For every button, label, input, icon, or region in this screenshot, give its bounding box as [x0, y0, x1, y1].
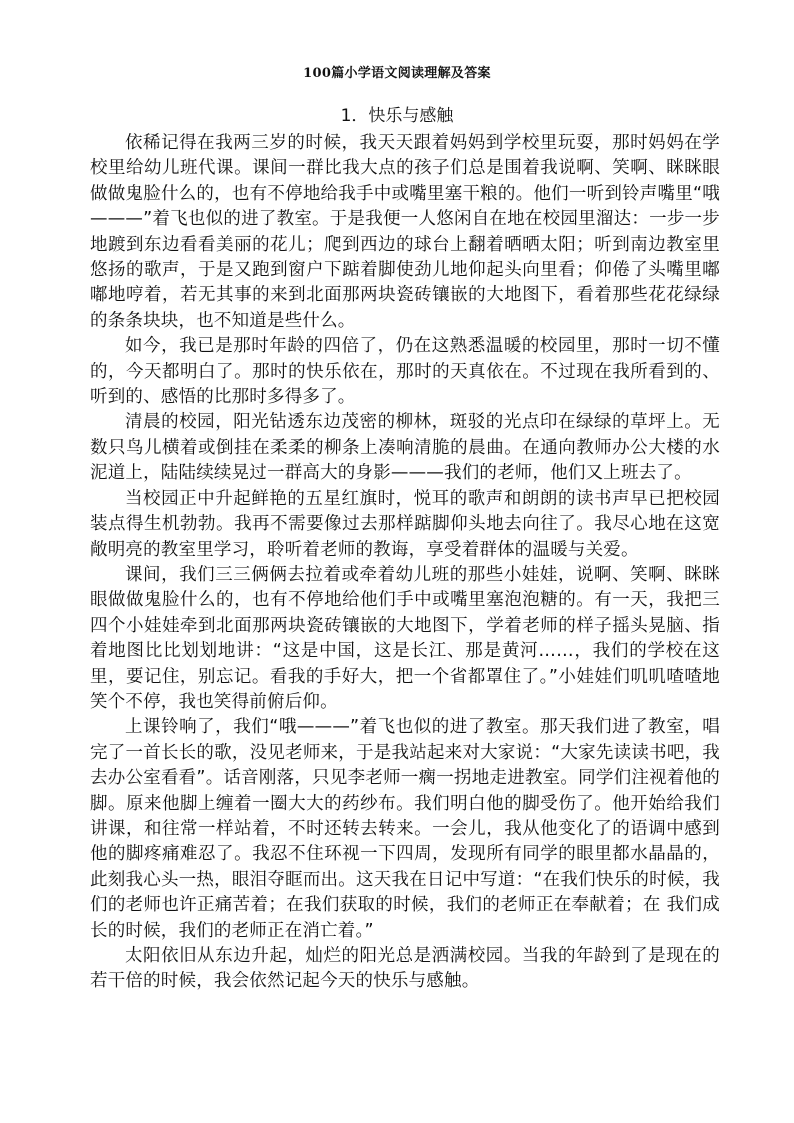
paragraph: 太阳依旧从东边升起，灿烂的阳光总是洒满校园。当我的年龄到了是现在的若干倍的时候，我会依然记起今天的快乐与感触。 [90, 946, 720, 992]
document-title: 100篇小学语文阅读理解及答案 [303, 66, 491, 81]
paragraph: 上课铃响了，我们“哦———”着飞也似的进了教室。那天我们进了教室，唱完了一首长长的歌，没见老师来，于是我站起来对大家说：“大家先读读书吧，我去办公室看看”。话音刚落，只见李老师一瘸一拐地走进教室。同学们注视着他的脚。原来他脚上缠着一圈大大的药纱布。我们明白他的脚受伤了。他开始给我们讲课，和往常一样站着，不时还转去转来。一会儿，我从他变化了的语调中感到他的脚疼痛难忍了。我忍不住环视一下四周，发现所有同学的眼里都水晶晶的，此刻我心头一热，眼泪夺眶而出。这天我在日记中写道：“在我们快乐的时候，我们的老师也许正痛苦着；在我们获取的时候，我们的老师正在奉献着；在 我们成长的时候，我们的老师正在消亡着。” [90, 717, 720, 941]
paragraph: 当校园正中升起鲜艳的五星红旗时，悦耳的歌声和朗朗的读书声早已把校园装点得生机勃勃。我再不需要像过去那样踮脚仰头地去向往了。我尽心地在这宽敞明亮的教室里学习，聆听着老师的教诲，享受着群体的温暖与关爱。 [90, 488, 720, 560]
paragraph: 如今，我已是那时年龄的四倍了，仍在这熟悉温暖的校园里，那时一切不懂的，今天都明白了。那时的快乐依在，那时的天真依在。不过现在我所看到的、听到的、感悟的比那时多得多了。 [90, 336, 720, 408]
paragraph: 依稀记得在我两三岁的时候，我天天跟着妈妈到学校里玩耍，那时妈妈在学校里给幼儿班代课。课间一群比我大点的孩子们总是围着我说啊、笑啊、眯眯眼做做鬼脸什么的，也有不停地给我手中或嘴里塞干粮的。他们一听到铃声嘴里“哦———”着飞也似的进了教室。于是我便一人悠闲自在地在校园里溜达：一步一步地踱到东边看看美丽的花儿；爬到西边的球台上翻着晒晒太阳；听到南边教室里悠扬的歌声，于是又跑到窗户下踮着脚使劲儿地仰起头向里看；仰倦了头嘴里嘟嘟地哼着，若无其事的来到北面那两块瓷砖镶嵌的大地图下，看着那些花花绿绿的条条块块，也不知道是些什么。 [90, 133, 720, 331]
section-heading: 1．快乐与感触 [340, 106, 454, 126]
paragraph: 清晨的校园，阳光钻透东边茂密的柳林，斑驳的光点印在绿绿的草坪上。无数只鸟儿横着或倒挂在柔柔的柳条上凑响清脆的晨曲。在通向教师办公大楼的水泥道上，陆陆续续晃过一群高大的身影———我们的老师，他们又上班去了。 [90, 412, 720, 484]
paragraph: 课间，我们三三俩俩去拉着或牵着幼儿班的那些小娃娃，说啊、笑啊、眯眯眼做做鬼脸什么的，也有不停地给他们手中或嘴里塞泡泡糖的。有一天，我把三四个小娃娃牵到北面那两块瓷砖镶嵌的大地图下，学着老师的样子摇头晃脑、指着地图比比划划地讲：“这是中国，这是长江、那是黄河……，我们的学校在这里，要记住，别忘记。看我的手好大，把一个省都罩住了。”小娃娃们叽叽喳喳地笑个不停，我也笑得前俯后仰。 [90, 564, 720, 712]
article-body [90, 131, 720, 995]
